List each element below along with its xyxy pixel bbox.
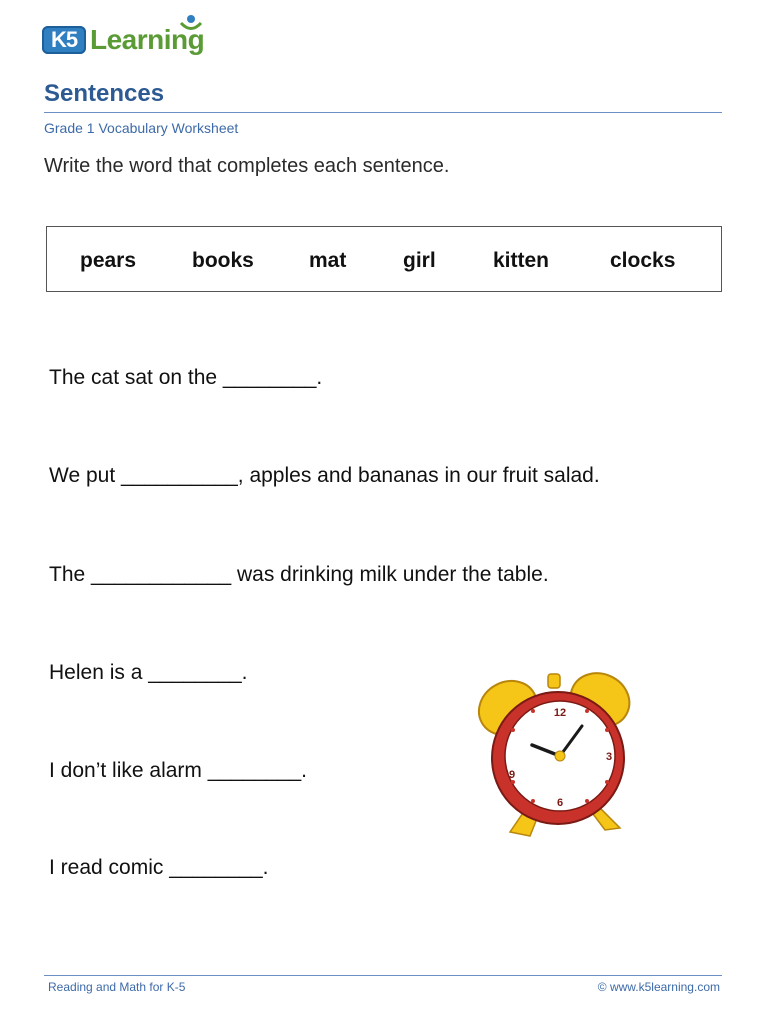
page-title: Sentences bbox=[44, 80, 165, 107]
clock-number-6: 6 bbox=[556, 797, 564, 809]
sentence-4: Helen is a ________. bbox=[49, 661, 248, 684]
alarm-clock-icon bbox=[470, 660, 640, 845]
sentence-3: The ____________ was drinking milk under the table. bbox=[49, 563, 549, 586]
sentence-1: The cat sat on the ________. bbox=[49, 366, 323, 389]
sentence-5: I don’t like alarm ________. bbox=[49, 759, 307, 782]
clock-number-12: 12 bbox=[553, 707, 567, 719]
footer-tagline: Reading and Math for K-5 bbox=[48, 980, 186, 994]
word-bank-box bbox=[46, 226, 722, 292]
logo-figure-icon bbox=[178, 14, 204, 36]
footer-website-link[interactable]: © www.k5learning.com bbox=[597, 980, 720, 994]
sentence-6: I read comic ________. bbox=[49, 856, 269, 879]
instruction-text: Write the word that completes each sentence. bbox=[44, 155, 450, 177]
word-bank-item: girl bbox=[403, 249, 436, 272]
word-bank-item: kitten bbox=[493, 249, 550, 272]
footer-divider bbox=[44, 975, 722, 976]
k5-learning-logo bbox=[40, 14, 210, 60]
word-bank-item: pears bbox=[80, 249, 137, 272]
word-bank-item: mat bbox=[309, 249, 347, 272]
word-bank-item: books bbox=[192, 249, 254, 272]
page-subtitle: Grade 1 Vocabulary Worksheet bbox=[44, 120, 239, 136]
word-bank-item: clocks bbox=[610, 249, 676, 272]
logo-badge: K5 bbox=[42, 26, 86, 54]
clock-number-9: 9 bbox=[508, 769, 516, 781]
sentence-2: We put __________, apples and bananas in our fruit salad. bbox=[49, 464, 600, 487]
logo-word: Learning bbox=[90, 24, 205, 55]
clock-number-3: 3 bbox=[605, 751, 613, 763]
header-divider bbox=[44, 112, 722, 113]
